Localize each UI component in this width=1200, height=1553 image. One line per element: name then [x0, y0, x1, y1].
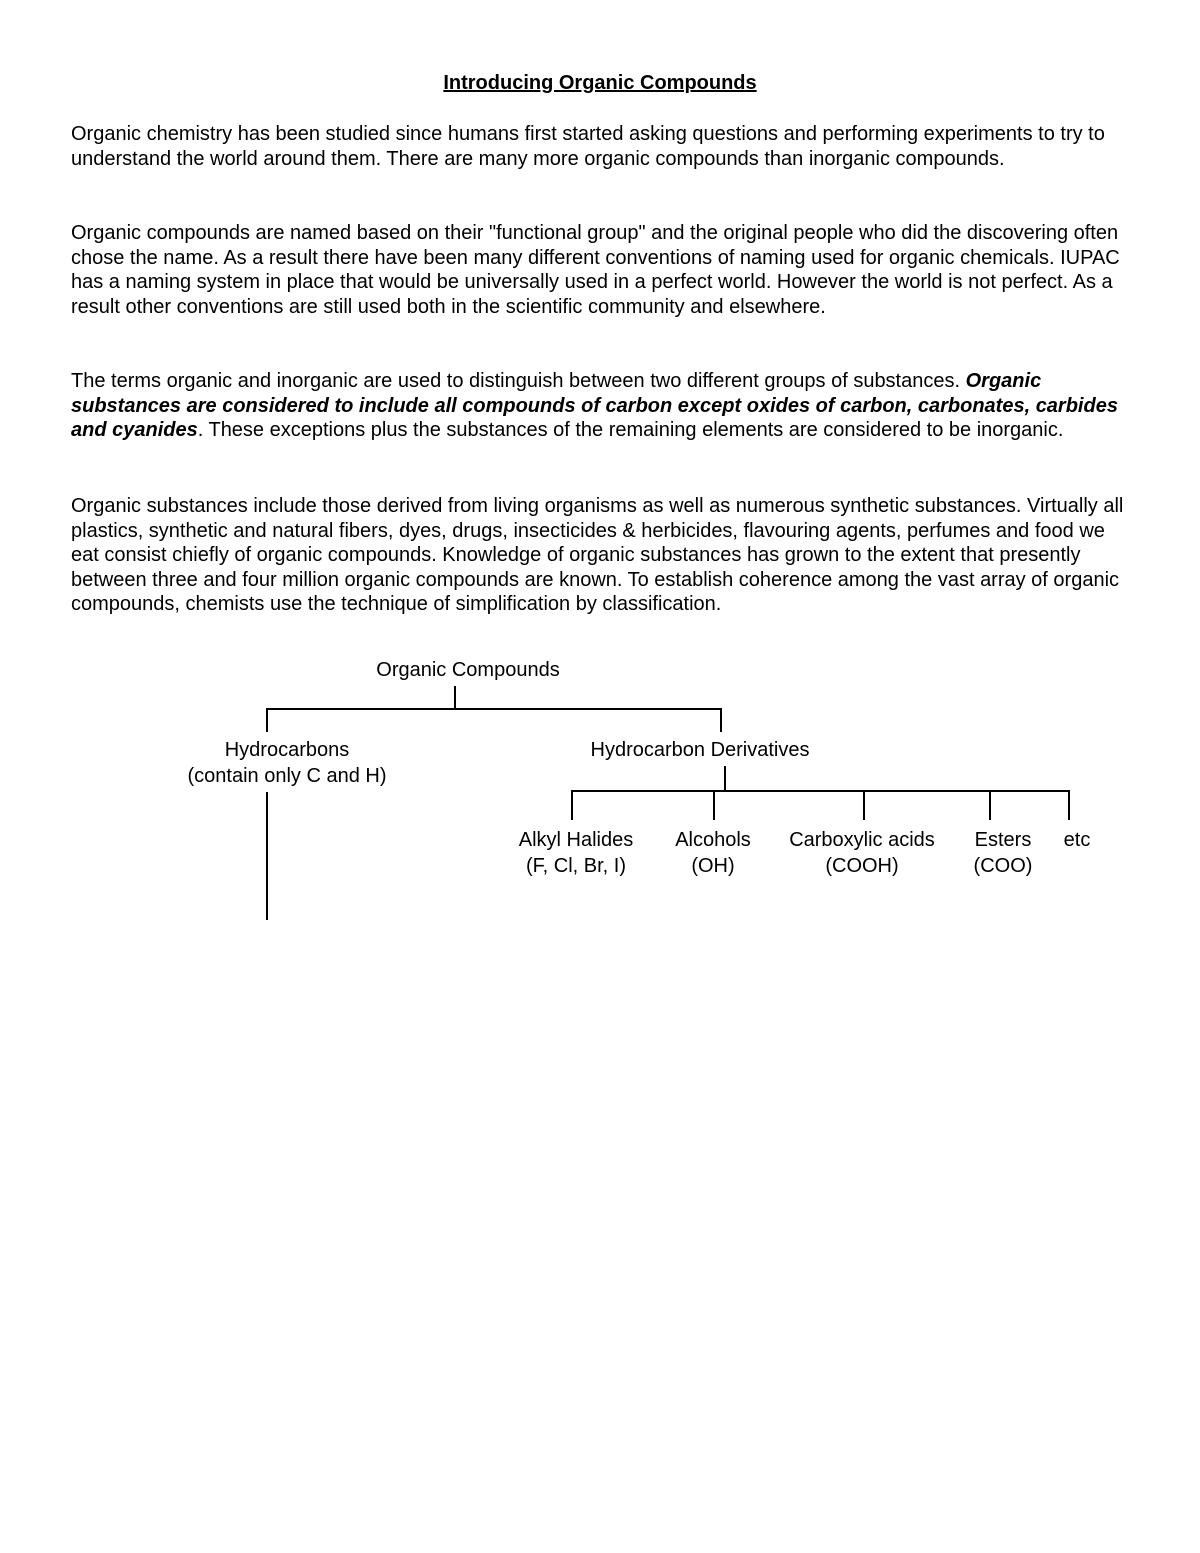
- node-organic-compounds: [376, 657, 559, 683]
- document-title: Introducing Organic Compounds: [443, 72, 757, 94]
- connector-to-alkyl-halides: [571, 790, 573, 820]
- connector-derivatives-horizontal: [571, 790, 1070, 792]
- paragraph-naming: Organic compounds are named based on their "functional group" and the original people who did the discovering often chose the name. As a result there have been many different conventions of naming used for organic chemicals. IUPAC has a naming system in place that would be universally used in a perfect world. However the world is not perfect. As a result other conventions are still used both in the scientific community and elsewhere.: [71, 222, 1120, 318]
- definition-rest: . These exceptions plus the substances of the remaining elements are considered to be inorganic.: [197, 419, 1064, 442]
- node-esters-detail: (COO): [973, 855, 1033, 877]
- node-alkyl-halides: [519, 827, 633, 879]
- node-esters: [974, 827, 1033, 879]
- paragraph-classification: Organic substances include those derived from living organisms as well as numerous synthetic substances. Virtually all plastics, synthetic and natural fibers, dyes, drugs, insecticides & herbicides, flavouring agents, perfumes and food we eat consist chiefly of organic compounds. Knowledge of organic substances has grown to the extent that presently between three and four million organic compounds are known. To establish coherence among the vast array of organic compounds, chemists use the technique of simplification by classification.: [71, 495, 1124, 616]
- connector-to-alcohols: [713, 790, 715, 820]
- connector-root-horizontal: [266, 708, 722, 710]
- node-carboxylic-acids-detail: (COOH): [825, 855, 899, 877]
- node-etc: [1064, 827, 1091, 853]
- node-hydrocarbon-derivatives: [591, 737, 810, 763]
- node-alkyl-halides-detail: (F, Cl, Br, I): [525, 855, 626, 877]
- connector-to-derivatives: [720, 708, 722, 732]
- node-esters-label: Esters: [974, 829, 1032, 851]
- connector-derivatives-down: [724, 766, 726, 792]
- connector-hydrocarbons-down: [266, 792, 268, 920]
- node-hydrocarbon-derivatives-label: Hydrocarbon Derivatives: [590, 739, 810, 761]
- connector-to-carboxylic-acids: [863, 790, 865, 820]
- node-alcohols: [675, 827, 751, 879]
- node-carboxylic-acids-label: Carboxylic acids: [789, 829, 935, 851]
- node-alkyl-halides-label: Alkyl Halides: [518, 829, 634, 851]
- node-carboxylic-acids: [789, 827, 935, 879]
- node-etc-label: etc: [1063, 829, 1091, 851]
- definition-intro: The terms organic and inorganic are used to distinguish between two different groups of substances.: [71, 370, 966, 392]
- node-alcohols-detail: (OH): [691, 855, 735, 877]
- paragraph-definition: [71, 369, 1136, 443]
- node-hydrocarbons-label: Hydrocarbons: [224, 739, 350, 761]
- connector-to-esters: [989, 790, 991, 820]
- node-hydrocarbons: [188, 737, 387, 789]
- node-hydrocarbons-detail: (contain only C and H): [187, 765, 387, 787]
- node-organic-compounds-label: Organic Compounds: [376, 659, 560, 681]
- classification-diagram: [0, 640, 1200, 940]
- connector-root-down: [454, 686, 456, 708]
- connector-to-hydrocarbons: [266, 708, 268, 732]
- definition-emphasis: Organic substances are considered to include all compounds of carbon except oxides of carbon, carbonates, carbides and cyanides: [71, 370, 1118, 442]
- node-alcohols-label: Alcohols: [675, 829, 751, 851]
- paragraph-history: Organic chemistry has been studied since humans first started asking questions and performing experiments to try to understand the world around them. There are many more organic compounds than inorganic compounds.: [71, 123, 1105, 170]
- connector-to-etc: [1068, 790, 1070, 820]
